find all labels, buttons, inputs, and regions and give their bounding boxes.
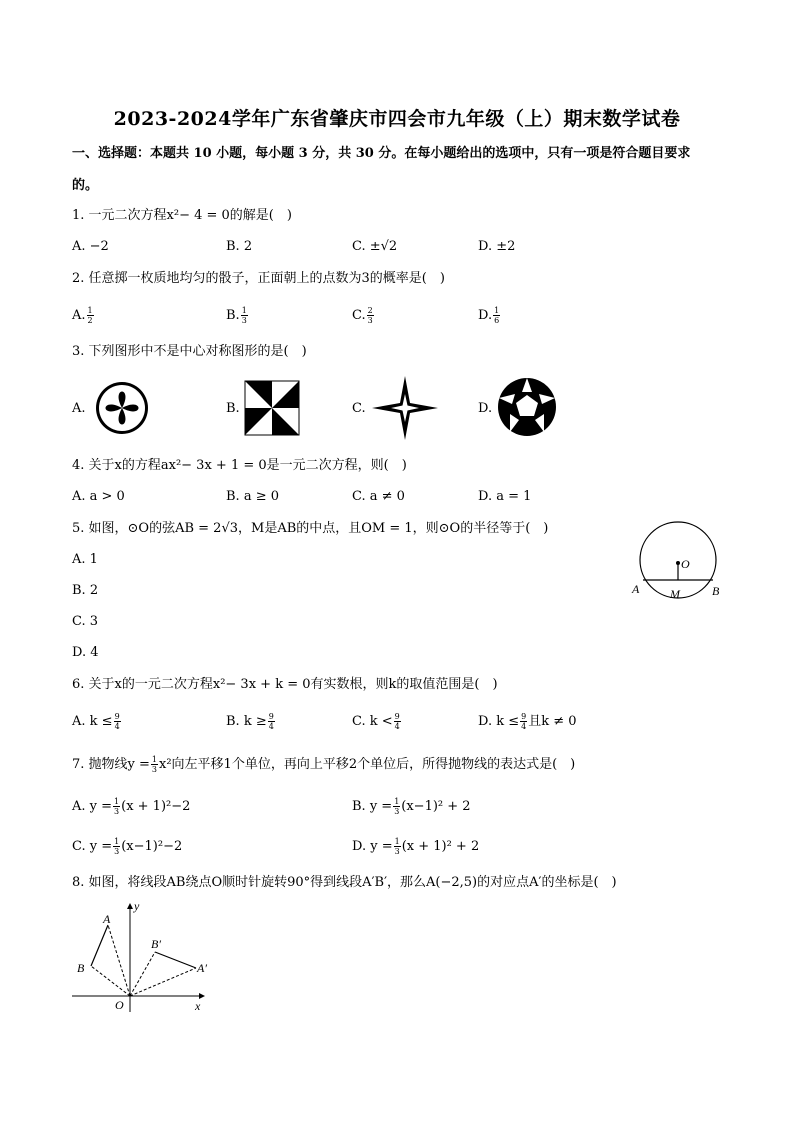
q6-option-b bbox=[226, 712, 276, 731]
q2-option-d-fraction bbox=[493, 306, 500, 325]
label-x: x bbox=[195, 999, 201, 1013]
q2-option-d-label: D. bbox=[478, 308, 493, 323]
q6-option-c-fraction bbox=[394, 712, 401, 731]
fraction-denominator: 4 bbox=[268, 722, 274, 731]
fraction-numerator: 9 bbox=[268, 712, 274, 721]
q7-option-d-tail: (x + 1)² + 2 bbox=[401, 839, 480, 854]
q7-option-d bbox=[352, 837, 479, 856]
q6-option-b-label: B. k ≥ bbox=[226, 714, 267, 729]
fraction-numerator: 9 bbox=[521, 712, 527, 721]
fraction-denominator: 3 bbox=[114, 847, 120, 856]
q7-stem-pre: 7. 抛物线y = bbox=[72, 757, 150, 772]
q6-option-d bbox=[478, 712, 577, 731]
label-b-prime: B′ bbox=[151, 937, 161, 951]
fraction-denominator: 4 bbox=[394, 722, 400, 731]
label-a: A bbox=[103, 912, 111, 926]
question-3-stem: 3. 下列图形中不是中心对称图形的是( ) bbox=[72, 344, 307, 359]
q6-option-a bbox=[72, 712, 122, 731]
section-instructions-line2: 的。 bbox=[72, 178, 99, 193]
q7-option-b-label: B. y = bbox=[352, 799, 393, 814]
dashed-ob bbox=[91, 966, 130, 996]
label-b: B bbox=[712, 584, 720, 598]
fraction-denominator: 3 bbox=[394, 807, 400, 816]
q6-option-c-label: C. k < bbox=[352, 714, 393, 729]
q3-option-b-label: B. bbox=[226, 401, 240, 416]
q7-option-c-label: C. y = bbox=[72, 839, 113, 854]
dashed-oa bbox=[108, 925, 130, 996]
label-y: y bbox=[134, 899, 140, 913]
q7-option-c-tail: (x−1)²−2 bbox=[121, 839, 183, 854]
fraction-numerator: 1 bbox=[114, 837, 120, 846]
fraction-numerator: 1 bbox=[114, 797, 120, 806]
q3-option-a-label: A. bbox=[72, 401, 86, 416]
q7-option-a-label: A. y = bbox=[72, 799, 113, 814]
q7-option-b bbox=[352, 797, 471, 816]
q2-option-c-fraction bbox=[367, 306, 374, 325]
q2-option-c-label: C. bbox=[352, 308, 366, 323]
segment-ab bbox=[91, 925, 108, 966]
q7-option-a-fraction bbox=[113, 797, 120, 816]
q6-option-b-fraction bbox=[268, 712, 275, 731]
q3-figure-d-pentagon-flower bbox=[496, 376, 558, 438]
q6-option-d-fraction bbox=[520, 712, 527, 731]
question-2-stem: 2. 任意掷一枚质地均匀的骰子，正面朝上的点数为3的概率是( ) bbox=[72, 271, 445, 286]
q6-option-d-tail: 且k ≠ 0 bbox=[528, 714, 577, 729]
q5-option-c: C. 3 bbox=[72, 614, 99, 629]
label-b: B bbox=[77, 961, 85, 975]
fraction-numerator: 1 bbox=[494, 306, 500, 315]
section-instructions-line1: 一、选择题：本题共 10 小题，每小题 3 分，共 30 分。在每小题给出的选项中，只有一项是符合题目要求 bbox=[72, 146, 691, 161]
q4-option-d: D. a = 1 bbox=[478, 489, 532, 504]
fraction-denominator: 3 bbox=[367, 316, 373, 325]
fraction-denominator: 3 bbox=[394, 847, 400, 856]
q7-option-a-tail: (x + 1)²−2 bbox=[121, 799, 191, 814]
q8-coordinate-figure bbox=[70, 898, 220, 1016]
fraction-denominator: 6 bbox=[494, 316, 500, 325]
q2-option-b bbox=[226, 306, 249, 325]
label-a-prime: A′ bbox=[197, 961, 207, 975]
question-7-stem bbox=[72, 755, 575, 774]
q5-option-a: A. 1 bbox=[72, 552, 98, 567]
fraction-denominator: 3 bbox=[151, 765, 157, 774]
label-o: O bbox=[681, 557, 690, 571]
q2-option-a-label: A. bbox=[72, 308, 86, 323]
q4-option-a: A. a > 0 bbox=[72, 489, 125, 504]
q7-option-d-label: D. y = bbox=[352, 839, 393, 854]
q2-option-a bbox=[72, 306, 95, 325]
fraction-denominator: 2 bbox=[87, 316, 93, 325]
question-5-stem: 5. 如图，⊙O的弦AB = 2√3，M是AB的中点，且OM = 1，则⊙O的半径等于( ) bbox=[72, 521, 549, 536]
q7-option-b-fraction bbox=[393, 797, 400, 816]
fraction-numerator: 1 bbox=[394, 837, 400, 846]
q3-option-c-label: C. bbox=[352, 401, 366, 416]
q7-option-a bbox=[72, 797, 190, 816]
q1-option-b: B. 2 bbox=[226, 239, 253, 254]
q3-option-d-label: D. bbox=[478, 401, 493, 416]
q4-option-b: B. a ≥ 0 bbox=[226, 489, 279, 504]
fraction-denominator: 4 bbox=[521, 722, 527, 731]
q5-option-b: B. 2 bbox=[72, 583, 99, 598]
q2-option-b-fraction bbox=[241, 306, 248, 325]
q7-stem-post: x²向左平移1个单位，再向上平移2个单位后，所得抛物线的表达式是( ) bbox=[159, 757, 576, 772]
question-8-stem: 8. 如图，将线段AB绕点O顺时针旋转90°得到线段A′B′，那么A(−2,5)的对应点A′的坐标是( ) bbox=[72, 875, 617, 890]
question-4-stem: 4. 关于x的方程ax²− 3x + 1 = 0是一元二次方程，则( ) bbox=[72, 458, 407, 473]
center-point-o bbox=[676, 561, 680, 565]
label-m: M bbox=[670, 587, 680, 601]
q2-option-b-label: B. bbox=[226, 308, 240, 323]
q3-figure-c-four-point-star bbox=[370, 374, 440, 442]
q3-figure-b-pinwheel bbox=[244, 380, 300, 436]
q2-option-a-fraction bbox=[87, 306, 94, 325]
q7-option-b-tail: (x−1)² + 2 bbox=[401, 799, 471, 814]
fraction-denominator: 4 bbox=[114, 722, 120, 731]
q6-option-d-label: D. k ≤ bbox=[478, 714, 520, 729]
label-o: O bbox=[115, 998, 124, 1012]
label-a: A bbox=[632, 582, 640, 596]
q7-option-c-fraction bbox=[113, 837, 120, 856]
q7-stem-fraction bbox=[151, 755, 158, 774]
fraction-numerator: 1 bbox=[151, 755, 157, 764]
fraction-numerator: 9 bbox=[114, 712, 120, 721]
question-6-stem: 6. 关于x的一元二次方程x²− 3x + k = 0有实数根，则k的取值范围是( ) bbox=[72, 677, 498, 692]
q3-figure-a-circle-petals bbox=[92, 380, 152, 436]
q4-option-c: C. a ≠ 0 bbox=[352, 489, 405, 504]
q1-option-c: C. ±√2 bbox=[352, 239, 398, 254]
question-1-stem: 1. 一元二次方程x²− 4 = 0的解是( ) bbox=[72, 208, 292, 223]
fraction-numerator: 2 bbox=[367, 306, 373, 315]
page-title: 2023-2024学年广东省肇庆市四会市九年级（上）期末数学试卷 bbox=[113, 108, 681, 130]
fraction-numerator: 1 bbox=[241, 306, 247, 315]
fraction-numerator: 1 bbox=[87, 306, 93, 315]
fraction-numerator: 9 bbox=[394, 712, 400, 721]
q6-option-c bbox=[352, 712, 402, 731]
dashed-ob-prime bbox=[130, 952, 155, 996]
fraction-denominator: 3 bbox=[114, 807, 120, 816]
segment-a-prime-b-prime bbox=[155, 952, 196, 968]
q2-option-d bbox=[478, 306, 501, 325]
q7-option-c bbox=[72, 837, 182, 856]
q5-option-d: D. 4 bbox=[72, 645, 99, 660]
dashed-oa-prime bbox=[130, 968, 196, 996]
q2-option-c bbox=[352, 306, 375, 325]
fraction-numerator: 1 bbox=[394, 797, 400, 806]
q1-option-a: A. −2 bbox=[72, 239, 109, 254]
q7-option-d-fraction bbox=[394, 837, 401, 856]
q1-option-d: D. ±2 bbox=[478, 239, 516, 254]
q6-option-a-fraction bbox=[114, 712, 121, 731]
q5-circle-figure bbox=[628, 518, 728, 604]
q6-option-a-label: A. k ≤ bbox=[72, 714, 113, 729]
fraction-denominator: 3 bbox=[241, 316, 247, 325]
